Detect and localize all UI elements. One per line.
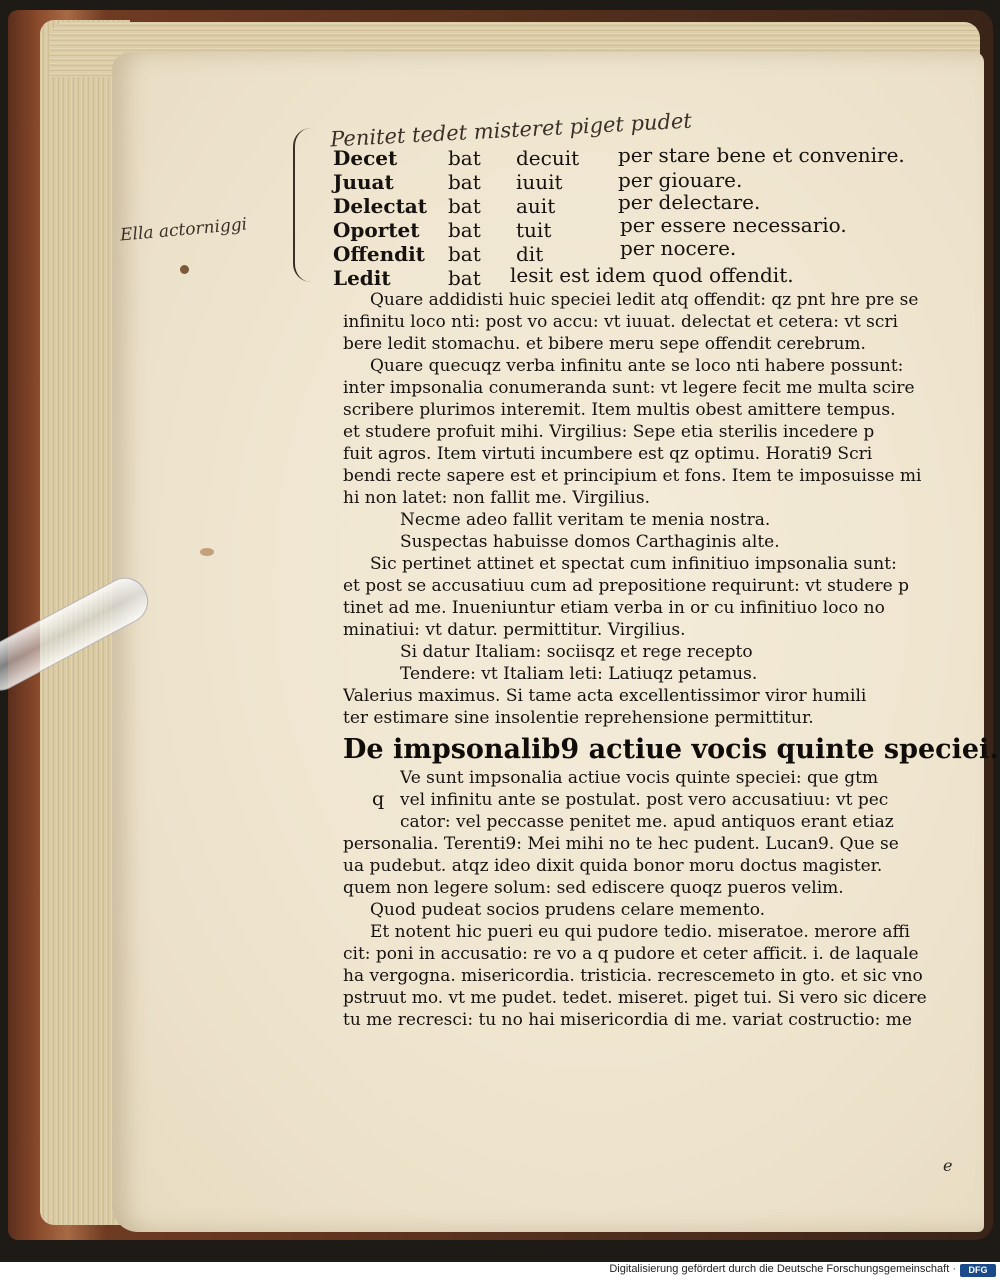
verb-cell: bat (448, 242, 481, 266)
verb-cell: Offendit (333, 242, 425, 266)
verb-gloss: per stare bene et convenire. (618, 143, 905, 167)
guide-letter: q (372, 788, 385, 810)
text-line: ha vergogna. misericordia. tristicia. recrescemeto in gto. et sic vno (343, 966, 923, 986)
verb-cell: bat (448, 170, 481, 194)
handwritten-brace (293, 128, 319, 282)
verse-line: Si datur Italiam: sociisqz et rege recepto (400, 642, 753, 662)
text-line: ua pudebut. atqz ideo dixit quida bonor moru doctus magister. (343, 856, 883, 876)
verb-cell: dit (516, 242, 544, 266)
verb-cell: Oportet (333, 218, 420, 242)
handwritten-annotation-top: Penitet tedet misteret piget pudet (329, 108, 693, 152)
text-line: hi non latet: non fallit me. Virgilius. (343, 488, 651, 508)
verse-line: Quod pudeat socios prudens celare memento. (370, 900, 766, 920)
verse-line: Suspectas habuisse domos Carthaginis alte. (400, 532, 780, 552)
verb-gloss: per nocere. (620, 236, 737, 260)
verb-cell: bat (448, 218, 481, 242)
verb-cell: bat (448, 146, 481, 170)
verb-gloss: per giouare. (618, 168, 743, 192)
section-heading: De impsonalib9 actiue vocis quinte speciei. (343, 734, 999, 765)
verb-cell: Ledit (333, 266, 391, 290)
verb-gloss: per delectare. (618, 190, 761, 214)
verse-line: Tendere: vt Italiam leti: Latiuqz petamus. (400, 664, 758, 684)
text-line: cator: vel peccasse penitet me. apud antiquos erant etiaz (400, 812, 894, 832)
text-line: vel infinitu ante se postulat. post vero accusatiuu: vt pec (400, 790, 889, 810)
text-line: tinet ad me. Inueniuntur etiam verba in or cu infinitiuo loco no (343, 598, 885, 618)
page-signature: e (943, 1156, 953, 1175)
text-line: infinitu loco nti: post vo accu: vt iuuat. delectat et cetera: vt scri (343, 312, 898, 332)
verb-cell: auit (516, 194, 556, 218)
text-line: tu me recresci: tu no hai misericordia di me. variat costructio: me (343, 1010, 912, 1030)
ink-stain (200, 548, 214, 556)
verb-cell: decuit (516, 146, 580, 170)
verse-line: Necme adeo fallit veritam te menia nostra. (400, 510, 771, 530)
text-line: Ve sunt impsonalia actiue vocis quinte speciei: que gtm (400, 768, 879, 788)
text-line: bere ledit stomachu. et bibere meru sepe offendit cerebrum. (343, 334, 866, 354)
verb-cell: Juuat (333, 170, 394, 194)
verb-cell: Decet (333, 146, 398, 170)
text-line: scribere plurimos interemit. Item multis obest amittere tempus. (343, 400, 896, 420)
text-line: Quare addidisti huic speciei ledit atq offendit: qz pnt hre pre se (370, 290, 919, 310)
text-line: fuit agros. Item virtuti incumbere est qz optimu. Horati9 Scri (343, 444, 873, 464)
text-line: Et notent hic pueri eu qui pudore tedio. miseratoe. merore affi (370, 922, 910, 942)
text-line: et post se accusatiuu cum ad prepositione requirunt: vt studere p (343, 576, 909, 596)
text-line: Valerius maximus. Si tame acta excellentissimor viror humili (343, 686, 867, 706)
text-line: quem non legere solum: sed ediscere quoqz pueros velim. (343, 878, 844, 898)
ink-stain (180, 265, 189, 274)
verb-gloss: per essere necessario. (620, 213, 847, 237)
footer-credit: Digitalisierung gefördert durch die Deutsche Forschungsgemeinschaft · (609, 1263, 956, 1275)
text-line: inter impsonalia conumeranda sunt: vt legere fecit me multa scire (343, 378, 915, 398)
text-line: bendi recte sapere est et principium et fons. Item te imposuisse mi (343, 466, 922, 486)
text-line: cit: poni in accusatio: re vo a q pudore et ceter afficit. i. de laquale (343, 944, 919, 964)
verb-cell: Delectat (333, 194, 428, 218)
text-line: Sic pertinet attinet et spectat cum infinitiuo impsonalia sunt: (370, 554, 897, 574)
verb-cell: bat (448, 194, 481, 218)
text-line: ter estimare sine insolentie reprehensione permittitur. (343, 708, 814, 728)
dfg-logo: DFG (960, 1264, 996, 1277)
footer-bar (0, 1262, 1000, 1280)
text-line: et studere profuit mihi. Virgilius: Sepe etia sterilis incedere p (343, 422, 875, 442)
verb-cell: bat (448, 266, 481, 290)
text-line: personalia. Terenti9: Mei mihi no te hec pudent. Lucan9. Que se (343, 834, 899, 854)
verb-cell: iuuit (516, 170, 563, 194)
handwritten-margin-note: Ella actorniggi (119, 214, 248, 246)
verb-cell: lesit est idem quod offendit. (510, 263, 794, 287)
text-line: pstruut mo. vt me pudet. tedet. miseret. piget tui. Si vero sic dicere (343, 988, 927, 1008)
text-line: Quare quecuqz verba infinitu ante se loco nti habere possunt: (370, 356, 904, 376)
verb-cell: tuit (516, 218, 552, 242)
text-line: minatiui: vt datur. permittitur. Virgilius. (343, 620, 686, 640)
